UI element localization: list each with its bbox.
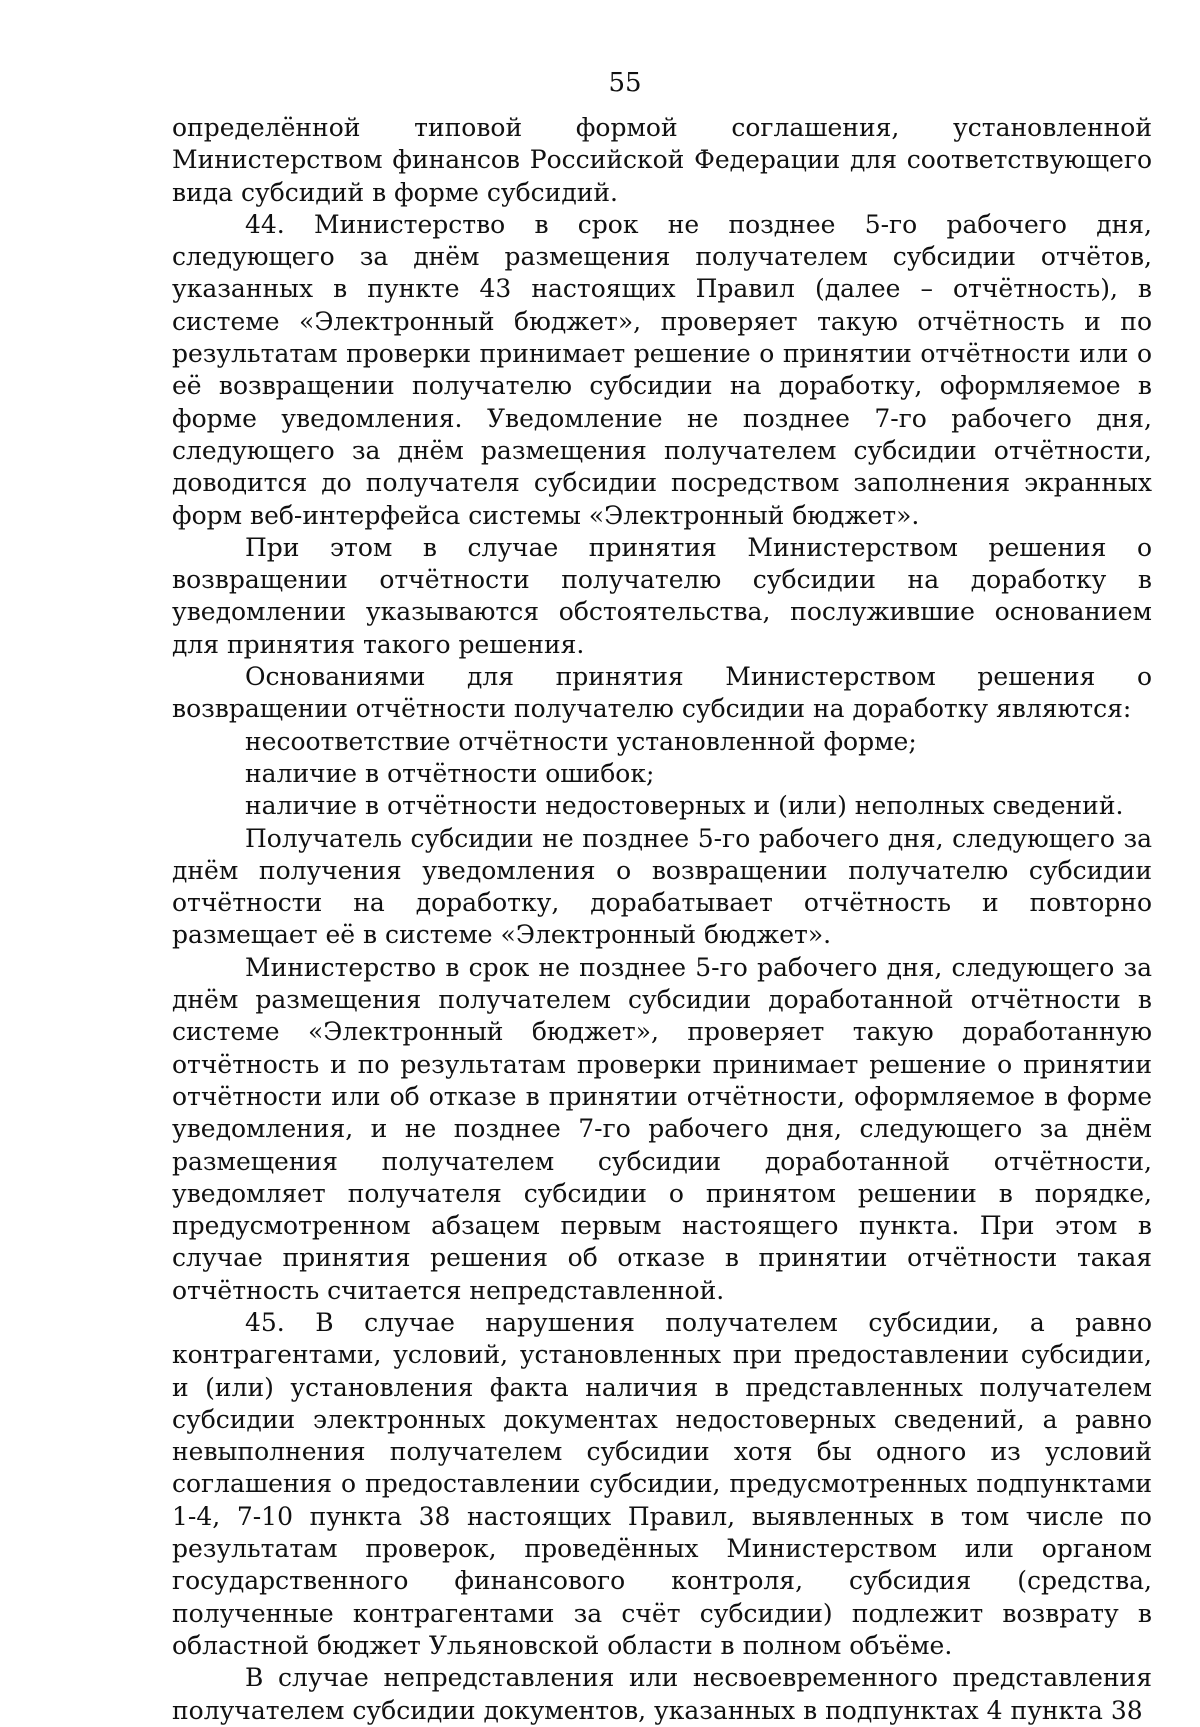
list-item: несоответствие отчётности установленной форме; — [245, 726, 917, 756]
paragraph: определённой типовой формой соглашения, установленной Министерством финансов Российской Федерации для соответствующего вида субсидий в форме субсидий. — [172, 113, 1152, 207]
paragraph: Министерство в срок не позднее 5-го рабочего дня, следующего за днём размещения получателем субсидии доработанной отчётности в системе «Электронный бюджет», проверяет такую доработанную отчётность и по результатам проверки принимает решение о принятии отчётности или об отказе в принятии отчётности, оформляемое в форме уведомления, и не позднее 7-го рабочего дня, следующего за днём размещения получателем субсидии доработанной отчётности, уведомляет получателя субсидии о принятом решении в порядке, предусмотренном абзацем первым настоящего пункта. При этом в случае принятия решения об отказе в принятии отчётности такая отчётность считается непредставленной. — [172, 952, 1152, 1305]
document-body — [172, 112, 1152, 1727]
paragraph: Получатель субсидии не позднее 5-го рабочего дня, следующего за днём получения уведомления о возвращении получателю субсидии отчётности на доработку, дорабатывает отчётность и повторно размещает её в системе «Электронный бюджет». — [172, 823, 1152, 950]
paragraph: В случае непредставления или несвоевременного представления получателем субсидии документов, указанных в подпунктах 4 пункта 38 — [172, 1663, 1152, 1725]
paragraph-item-45: 45. В случае нарушения получателем субсидии, а равно контрагентами, условий, установленных при предоставлении субсидии, и (или) установления факта наличия в представленных получателем субсидии электронных документах недостоверных сведений, а равно невыполнения получателем субсидии хотя бы одного из условий соглашения о предоставлении субсидии, предусмотренных подпунктами 1-4, 7-10 пункта 38 настоящих Правил, выявленных в том числе по результатам проверок, проведённых Министерством или органом государственного финансового контроля, субсидия (средства, полученные контрагентами за счёт субсидии) подлежит возврату в областной бюджет Ульяновской области в полном объёме. — [172, 1307, 1152, 1660]
page-number: 55 — [608, 68, 642, 98]
list-item: наличие в отчётности недостоверных и (или) неполных сведений. — [245, 791, 1124, 821]
paragraph: Основаниями для принятия Министерством решения о возвращении отчётности получателю субсидии на доработку являются: — [172, 662, 1152, 724]
paragraph: При этом в случае принятия Министерством решения о возвращении отчётности получателю субсидии на доработку в уведомлении указываются обстоятельства, послужившие основанием для принятия такого решения. — [172, 532, 1152, 659]
paragraph-item-44: 44. Министерство в срок не позднее 5-го рабочего дня, следующего за днём размещения получателем субсидии отчётов, указанных в пункте 43 настоящих Правил (далее – отчётность), в системе «Электронный бюджет», проверяет такую отчётность и по результатам проверки принимает решение о принятии отчётности или о её возвращении получателю субсидии на доработку, оформляемое в форме уведомления. Уведомление не позднее 7-го рабочего дня, следующего за днём размещения получателем субсидии отчётности, доводится до получателя субсидии посредством заполнения экранных форм веб-интерфейса системы «Электронный бюджет». — [172, 209, 1152, 530]
list-item: наличие в отчётности ошибок; — [245, 758, 655, 788]
